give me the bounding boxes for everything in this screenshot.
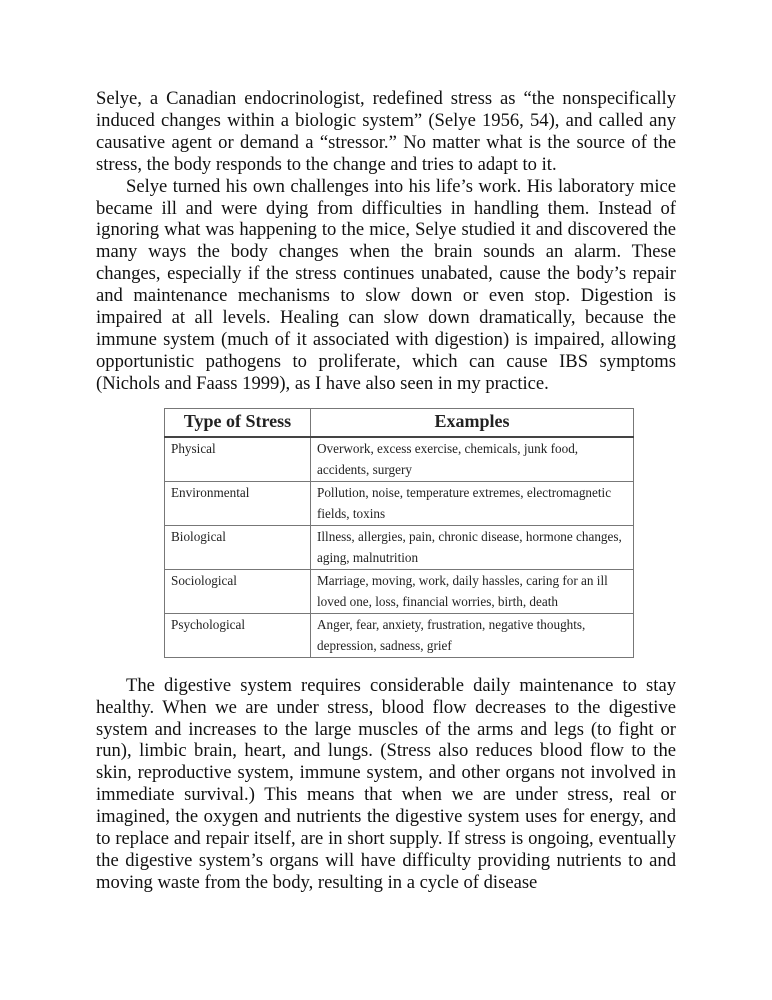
stress-examples-cell: Anger, fear, anxiety, frustration, negative thoughts, depression, sadness, grief [311, 613, 634, 657]
stress-type-cell: Biological [165, 525, 311, 569]
stress-types-table [164, 408, 634, 658]
stress-type-cell: Sociological [165, 569, 311, 613]
table-row [165, 481, 634, 525]
table-row [165, 525, 634, 569]
paragraph-selye-research: Selye turned his own challenges into his life’s work. His laboratory mice became ill and were dying from difficulties in handling them. Instead of ignoring what was happening to the mice, Selye studied it and discovered the many ways the body changes when the brain sounds an alarm. These changes, especially if the stress continues unabated, cause the body’s repair and maintenance mechanisms to slow down or even stop. Digestion is impaired at all levels. Healing can slow down dramatically, because the immune system (much of it associated with digestion) is impaired, allowing opportunistic pathogens to proliferate, which can cause IBS symptoms (Nichols and Faass 1999), as I have also seen in my practice. [96, 175, 676, 394]
table-header-row [165, 408, 634, 437]
stress-examples-cell: Pollution, noise, temperature extremes, electromagnetic fields, toxins [311, 481, 634, 525]
stress-examples-cell: Marriage, moving, work, daily hassles, caring for an ill loved one, loss, financial worries, birth, death [311, 569, 634, 613]
document-page [96, 88, 676, 894]
paragraph-selye-definition: Selye, a Canadian endocrinologist, redefined stress as “the nonspecifically induced changes within a biologic system” (Selye 1956, 54), and called any causative agent or demand a “stressor.” No matter what is the source of the stress, the body responds to the change and tries to adapt to it. [96, 88, 676, 175]
table-row [165, 613, 634, 657]
stress-type-cell: Physical [165, 437, 311, 482]
table-row [165, 569, 634, 613]
stress-examples-cell: Illness, allergies, pain, chronic disease, hormone changes, aging, malnutrition [311, 525, 634, 569]
stress-type-cell: Environmental [165, 481, 311, 525]
stress-table-container [164, 408, 634, 658]
column-header-type: Type of Stress [165, 408, 311, 437]
column-header-examples: Examples [311, 408, 634, 437]
stress-type-cell: Psychological [165, 613, 311, 657]
stress-examples-cell: Overwork, excess exercise, chemicals, junk food, accidents, surgery [311, 437, 634, 482]
paragraph-digestive-system: The digestive system requires considerable daily maintenance to stay healthy. When we are under stress, blood flow decreases to the digestive system and increases to the large muscles of the arms and legs (to fight or run), limbic brain, heart, and lungs. (Stress also reduces blood flow to the skin, reproductive system, immune system, and other organs not involved in immediate survival.) This means that when we are under stress, real or imagined, the oxygen and nutrients the digestive system uses for energy, and to replace and repair itself, are in short supply. If stress is ongoing, eventually the digestive system’s organs will have difficulty providing nutrients to and moving waste from the body, resulting in a cycle of disease [96, 674, 676, 893]
table-row [165, 437, 634, 482]
